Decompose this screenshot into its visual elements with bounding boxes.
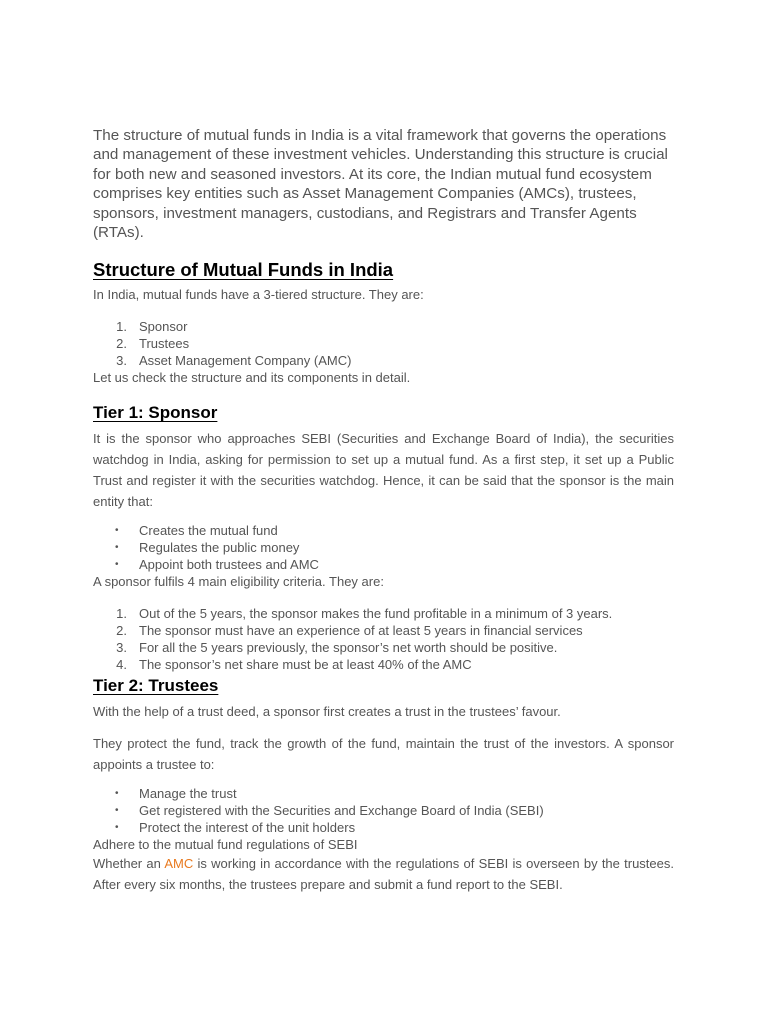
list-item: [93, 335, 674, 352]
para3-text-end: is working in accordance with the regulations of SEBI is overseen by the trustees. After every six months, the trustees prepare and submit a fund report to the SEBI.: [93, 856, 674, 893]
tier2-heading: Tier 2: Trustees: [93, 676, 219, 696]
tier1-criteria-lead: A sponsor fulfils 4 main eligibility criteria. They are:: [93, 574, 384, 590]
list-item: [93, 622, 674, 639]
list-item-text: Manage the trust: [139, 786, 237, 802]
bullet-icon: •: [115, 542, 119, 554]
list-item: [93, 819, 674, 836]
tier1-bullets: [93, 522, 674, 573]
list-number: 2.: [116, 336, 127, 352]
bullet-icon: •: [115, 559, 119, 571]
list-item-text: Protect the interest of the unit holders: [139, 820, 356, 836]
list-item-text: The sponsor’s net share must be at least 40% of the AMC: [139, 657, 472, 673]
list-item: [93, 522, 674, 539]
structure-heading: Structure of Mutual Funds in India: [93, 259, 394, 281]
bullet-icon: •: [115, 822, 119, 834]
list-item-text: Get registered with the Securities and Exchange Board of India (SEBI): [139, 803, 544, 819]
list-item-text: For all the 5 years previously, the sponsor’s net worth should be positive.: [139, 640, 558, 656]
tier2-after: Adhere to the mutual fund regulations of SEBI: [93, 837, 358, 853]
list-item-text: Appoint both trustees and AMC: [139, 557, 319, 573]
list-item-text: The sponsor must have an experience of at least 5 years in financial services: [139, 623, 583, 639]
tier1-criteria-list: [93, 605, 674, 673]
list-item: [93, 656, 674, 673]
list-item-text: Out of the 5 years, the sponsor makes the fund profitable in a minimum of 3 years.: [139, 606, 613, 622]
list-item-text: Trustees: [139, 336, 190, 352]
tier1-paragraph: It is the sponsor who approaches SEBI (Securities and Exchange Board of India), the securities watchdog in India, asking for permission to set up a mutual fund. As a first step, it set up a Public Trust and register it with the securities watchdog. Hence, it can be said that the sponsor is the main entity that:: [93, 431, 674, 510]
bullet-icon: •: [115, 525, 119, 537]
list-item: [93, 639, 674, 656]
structure-lead: In India, mutual funds have a 3-tiered structure. They are:: [93, 287, 424, 303]
amc-link[interactable]: AMC: [164, 856, 194, 872]
list-number: 3.: [116, 640, 127, 656]
list-item: [93, 539, 674, 556]
list-item: [93, 318, 674, 335]
list-item: [93, 802, 674, 819]
intro-paragraph: The structure of mutual funds in India is a vital framework that governs the operations and management of these investment vehicles. Understanding this structure is crucial for both new and seasoned investors. At its core, the Indian mutual fund ecosystem comprises key entities such as Asset Management Companies (AMCs), trustees, sponsors, investment managers, custodians, and Registrars and Transfer Agents (RTAs).: [93, 127, 668, 242]
list-number: 1.: [116, 319, 127, 335]
list-item-text: Sponsor: [139, 319, 188, 335]
list-number: 4.: [116, 657, 127, 673]
list-item: [93, 556, 674, 573]
list-item-text: Creates the mutual fund: [139, 523, 278, 539]
tier1-heading: Tier 1: Sponsor: [93, 403, 218, 423]
list-item-text: Regulates the public money: [139, 540, 300, 556]
tier2-bullets: [93, 785, 674, 836]
list-item: [93, 785, 674, 802]
list-item: [93, 352, 674, 369]
list-item-text: Asset Management Company (AMC): [139, 353, 352, 369]
list-number: 1.: [116, 606, 127, 622]
tier2-paragraph-3: [93, 853, 674, 895]
tier2-paragraph-2: They protect the fund, track the growth of the fund, maintain the trust of the investors. A sponsor appoints a trustee to:: [93, 736, 674, 773]
list-number: 3.: [116, 353, 127, 369]
structure-list: [93, 318, 674, 369]
list-number: 2.: [116, 623, 127, 639]
bullet-icon: •: [115, 788, 119, 800]
list-item: [93, 605, 674, 622]
tier2-paragraph-1: With the help of a trust deed, a sponsor first creates a trust in the trustees’ favour.: [93, 704, 561, 720]
bullet-icon: •: [115, 805, 119, 817]
para3-text-start: Whether an: [93, 856, 165, 872]
structure-after: Let us check the structure and its components in detail.: [93, 370, 411, 386]
document-page: [93, 126, 674, 895]
